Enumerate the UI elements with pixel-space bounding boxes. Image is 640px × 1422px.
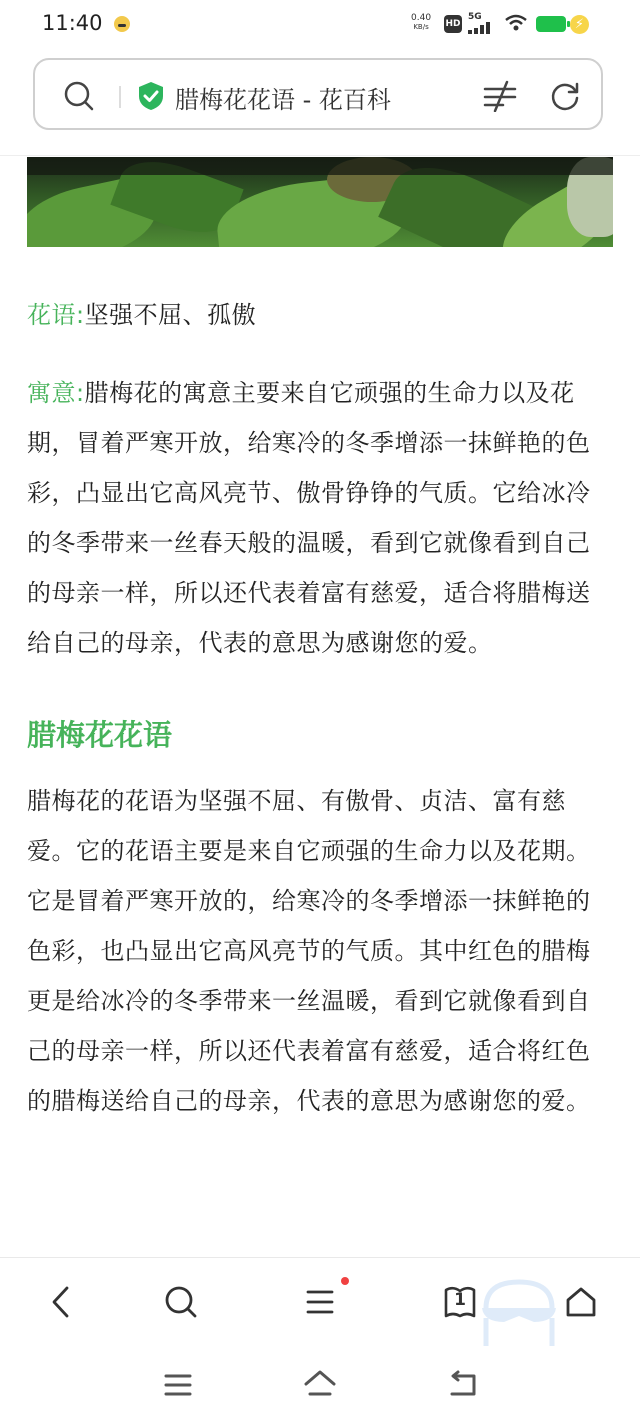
refresh-icon[interactable] [549, 80, 581, 112]
signal-icon [468, 22, 498, 34]
flower-language-value: 坚强不屈、孤傲 [84, 301, 257, 329]
toolbar-divider [0, 1257, 640, 1258]
meaning-text: 腊梅花的寓意主要来自它顽强的生命力以及花期，冒着严寒开放，给寒冷的冬季增添一抹鲜艳的色彩，凸显出它高风亮节、傲骨铮铮的气质。它给冰冷的冬季带来一丝春天般的温暖，看到它就像看到自己的母亲一样，所以还代表着富有慈爱，适合将腊梅送给自己的母亲，代表的意思为感谢您的爱。 [27, 379, 591, 657]
address-divider [119, 86, 121, 108]
secure-shield-icon [137, 81, 165, 111]
network-speed [411, 14, 431, 32]
menu-icon[interactable] [300, 1282, 340, 1322]
charging-icon: ⚡ [570, 15, 589, 34]
search-icon[interactable] [63, 80, 95, 112]
back-icon[interactable] [446, 1368, 478, 1400]
emoji-icon [114, 16, 130, 32]
page-title[interactable]: 腊梅花花语 - 花百科 [175, 86, 391, 114]
hd-icon: HD [444, 15, 462, 33]
network-speed-unit: KB/s [413, 23, 429, 31]
tabs-button[interactable] [440, 1282, 480, 1322]
article-image [27, 157, 613, 247]
flower-language-line [27, 290, 613, 340]
battery-icon [536, 16, 566, 32]
tabs-count: 1 [454, 1290, 466, 1310]
meaning-label: 寓意: [27, 379, 85, 407]
back-icon[interactable] [42, 1282, 82, 1322]
recent-apps-icon[interactable] [162, 1370, 194, 1400]
section-paragraph: 腊梅花的花语为坚强不屈、有傲骨、贞洁、富有慈爱。它的花语主要是来自它顽强的生命力以及花期。它是冒着严寒开放的，给寒冷的冬季增添一抹鲜艳的色彩，也凸显出它高风亮节的气质。其中红色的腊梅更是给冰冷的冬季带来一丝温暖，看到它就像看到自己的母亲一样，所以还代表着富有慈爱，适合将红色的腊梅送给自己的母亲，代表的意思为感谢您的爱。 [27, 787, 591, 1115]
system-navigation [0, 1360, 640, 1410]
status-time: 11:40 [42, 11, 103, 35]
floating-avatar-icon[interactable] [478, 1278, 560, 1348]
status-bar [0, 0, 640, 50]
wifi-icon [505, 14, 527, 32]
network-type: 5G [468, 12, 482, 22]
network-speed-value: 0.40 [411, 13, 432, 23]
address-bar[interactable] [33, 58, 603, 130]
home-icon[interactable] [561, 1282, 601, 1322]
flower-language-label: 花语: [27, 301, 85, 329]
home-icon[interactable] [302, 1368, 338, 1400]
section-heading: 腊梅花花语 [27, 718, 173, 752]
article-content [27, 290, 613, 1126]
meaning-paragraph [27, 368, 613, 668]
search-icon[interactable] [161, 1282, 201, 1322]
header-divider [0, 155, 640, 156]
reader-mode-icon[interactable] [483, 80, 517, 112]
notification-dot [341, 1277, 349, 1285]
